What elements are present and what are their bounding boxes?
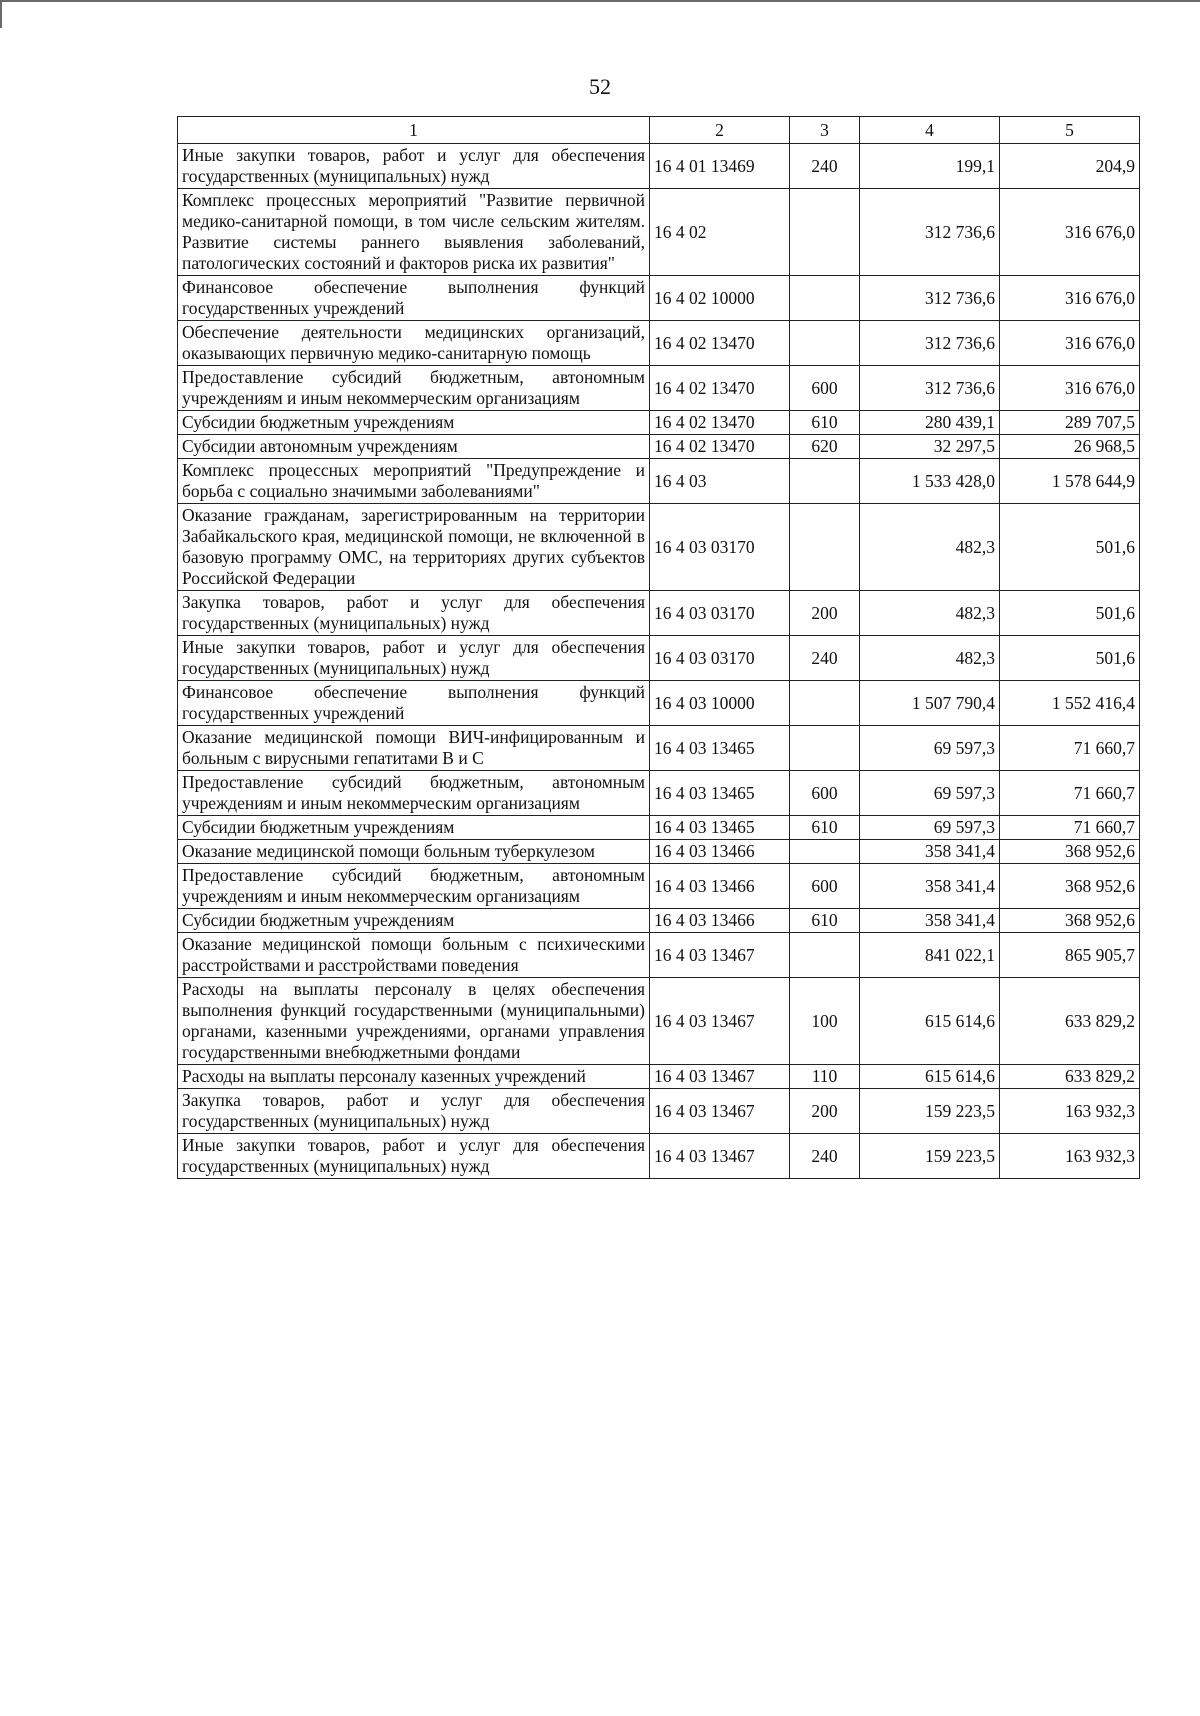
table-row bbox=[178, 1065, 1140, 1089]
row-name-cell: Финансовое обеспечение выполнения функций государственных учреждений bbox=[178, 681, 650, 726]
table-row bbox=[178, 816, 1140, 840]
row-amount-year1-cell: 69 597,3 bbox=[860, 771, 1000, 816]
row-expense-type-cell bbox=[790, 726, 860, 771]
row-name-cell: Предоставление субсидий бюджетным, автономным учреждениям и иным некоммерческим организациям bbox=[178, 366, 650, 411]
row-amount-year2-cell: 316 676,0 bbox=[1000, 321, 1140, 366]
table-row bbox=[178, 189, 1140, 276]
table-row bbox=[178, 1089, 1140, 1134]
row-name-cell: Оказание медицинской помощи ВИЧ-инфицированным и больным с вирусными гепатитами В и С bbox=[178, 726, 650, 771]
row-code-cell: 16 4 02 13470 bbox=[650, 366, 790, 411]
row-amount-year1-cell: 841 022,1 bbox=[860, 933, 1000, 978]
row-code-cell: 16 4 02 10000 bbox=[650, 276, 790, 321]
row-expense-type-cell: 200 bbox=[790, 591, 860, 636]
row-amount-year2-cell: 204,9 bbox=[1000, 144, 1140, 189]
row-name-cell: Иные закупки товаров, работ и услуг для обеспечения государственных (муниципальных) нужд bbox=[178, 144, 650, 189]
row-expense-type-cell bbox=[790, 504, 860, 591]
row-expense-type-cell: 610 bbox=[790, 411, 860, 435]
row-amount-year1-cell: 69 597,3 bbox=[860, 816, 1000, 840]
row-expense-type-cell: 100 bbox=[790, 978, 860, 1065]
row-amount-year1-cell: 159 223,5 bbox=[860, 1134, 1000, 1179]
row-amount-year2-cell: 316 676,0 bbox=[1000, 189, 1140, 276]
row-name-cell: Иные закупки товаров, работ и услуг для обеспечения государственных (муниципальных) нужд bbox=[178, 1134, 650, 1179]
row-amount-year1-cell: 358 341,4 bbox=[860, 909, 1000, 933]
row-amount-year2-cell: 368 952,6 bbox=[1000, 909, 1140, 933]
row-code-cell: 16 4 02 13470 bbox=[650, 411, 790, 435]
table-row bbox=[178, 681, 1140, 726]
row-expense-type-cell: 200 bbox=[790, 1089, 860, 1134]
row-code-cell: 16 4 03 bbox=[650, 459, 790, 504]
row-amount-year1-cell: 1 507 790,4 bbox=[860, 681, 1000, 726]
row-name-cell: Закупка товаров, работ и услуг для обеспечения государственных (муниципальных) нужд bbox=[178, 1089, 650, 1134]
budget-table bbox=[177, 116, 1140, 1179]
row-amount-year1-cell: 482,3 bbox=[860, 504, 1000, 591]
table-row bbox=[178, 771, 1140, 816]
row-name-cell: Расходы на выплаты персоналу казенных учреждений bbox=[178, 1065, 650, 1089]
table-row bbox=[178, 726, 1140, 771]
row-amount-year2-cell: 633 829,2 bbox=[1000, 1065, 1140, 1089]
row-name-cell: Расходы на выплаты персоналу в целях обеспечения выполнения функций государственными (муниципальными) органами, казенными учреждениями, органами управления государственными внебюджетными фондами bbox=[178, 978, 650, 1065]
row-name-cell: Предоставление субсидий бюджетным, автономным учреждениям и иным некоммерческим организациям bbox=[178, 864, 650, 909]
scan-border bbox=[0, 0, 2, 28]
row-amount-year2-cell: 1 552 416,4 bbox=[1000, 681, 1140, 726]
row-expense-type-cell bbox=[790, 840, 860, 864]
row-amount-year1-cell: 482,3 bbox=[860, 591, 1000, 636]
row-expense-type-cell: 240 bbox=[790, 1134, 860, 1179]
row-amount-year2-cell: 289 707,5 bbox=[1000, 411, 1140, 435]
row-code-cell: 16 4 03 13466 bbox=[650, 909, 790, 933]
row-name-cell: Закупка товаров, работ и услуг для обеспечения государственных (муниципальных) нужд bbox=[178, 591, 650, 636]
table-row bbox=[178, 636, 1140, 681]
row-expense-type-cell: 240 bbox=[790, 144, 860, 189]
row-name-cell: Субсидии бюджетным учреждениям bbox=[178, 909, 650, 933]
row-amount-year1-cell: 280 439,1 bbox=[860, 411, 1000, 435]
row-expense-type-cell: 240 bbox=[790, 636, 860, 681]
row-name-cell: Оказание медицинской помощи больным туберкулезом bbox=[178, 840, 650, 864]
row-code-cell: 16 4 03 13465 bbox=[650, 816, 790, 840]
row-expense-type-cell bbox=[790, 681, 860, 726]
row-code-cell: 16 4 03 13465 bbox=[650, 726, 790, 771]
row-expense-type-cell: 600 bbox=[790, 366, 860, 411]
row-amount-year2-cell: 1 578 644,9 bbox=[1000, 459, 1140, 504]
row-amount-year1-cell: 482,3 bbox=[860, 636, 1000, 681]
row-name-cell: Оказание гражданам, зарегистрированным на территории Забайкальского края, медицинской помощи, не включенной в базовую программу ОМС, на территориях других субъектов Российской Федерации bbox=[178, 504, 650, 591]
row-code-cell: 16 4 03 10000 bbox=[650, 681, 790, 726]
page-number: 52 bbox=[589, 74, 611, 99]
row-amount-year2-cell: 163 932,3 bbox=[1000, 1134, 1140, 1179]
row-code-cell: 16 4 03 13467 bbox=[650, 978, 790, 1065]
row-amount-year2-cell: 501,6 bbox=[1000, 636, 1140, 681]
row-code-cell: 16 4 03 13466 bbox=[650, 864, 790, 909]
row-name-cell: Финансовое обеспечение выполнения функций государственных учреждений bbox=[178, 276, 650, 321]
row-amount-year1-cell: 358 341,4 bbox=[860, 864, 1000, 909]
row-amount-year2-cell: 368 952,6 bbox=[1000, 840, 1140, 864]
row-amount-year2-cell: 26 968,5 bbox=[1000, 435, 1140, 459]
row-code-cell: 16 4 02 bbox=[650, 189, 790, 276]
row-amount-year1-cell: 615 614,6 bbox=[860, 978, 1000, 1065]
row-amount-year1-cell: 32 297,5 bbox=[860, 435, 1000, 459]
row-code-cell: 16 4 03 03170 bbox=[650, 504, 790, 591]
row-amount-year2-cell: 501,6 bbox=[1000, 591, 1140, 636]
column-header: 3 bbox=[790, 117, 860, 144]
row-amount-year2-cell: 316 676,0 bbox=[1000, 276, 1140, 321]
row-amount-year2-cell: 71 660,7 bbox=[1000, 816, 1140, 840]
row-expense-type-cell bbox=[790, 933, 860, 978]
row-amount-year2-cell: 71 660,7 bbox=[1000, 771, 1140, 816]
row-amount-year1-cell: 159 223,5 bbox=[860, 1089, 1000, 1134]
row-amount-year1-cell: 312 736,6 bbox=[860, 366, 1000, 411]
row-name-cell: Обеспечение деятельности медицинских организаций, оказывающих первичную медико-санитарную помощь bbox=[178, 321, 650, 366]
table-row bbox=[178, 504, 1140, 591]
row-amount-year1-cell: 69 597,3 bbox=[860, 726, 1000, 771]
row-expense-type-cell bbox=[790, 189, 860, 276]
table-row bbox=[178, 864, 1140, 909]
table-row bbox=[178, 933, 1140, 978]
row-expense-type-cell bbox=[790, 276, 860, 321]
row-expense-type-cell: 610 bbox=[790, 816, 860, 840]
table-row bbox=[178, 459, 1140, 504]
row-code-cell: 16 4 03 13467 bbox=[650, 1134, 790, 1179]
row-code-cell: 16 4 03 03170 bbox=[650, 591, 790, 636]
table-row bbox=[178, 909, 1140, 933]
column-header: 1 bbox=[178, 117, 650, 144]
row-name-cell: Комплекс процессных мероприятий "Развитие первичной медико-санитарной помощи, в том числе сельским жителям. Развитие системы раннего выявления заболеваний, патологических состояний и факторов риска их развития" bbox=[178, 189, 650, 276]
row-expense-type-cell: 600 bbox=[790, 771, 860, 816]
table-row bbox=[178, 1134, 1140, 1179]
row-code-cell: 16 4 03 13467 bbox=[650, 1065, 790, 1089]
row-code-cell: 16 4 02 13470 bbox=[650, 435, 790, 459]
row-name-cell: Оказание медицинской помощи больным с психическими расстройствами и расстройствами поведения bbox=[178, 933, 650, 978]
row-amount-year1-cell: 615 614,6 bbox=[860, 1065, 1000, 1089]
column-header: 5 bbox=[1000, 117, 1140, 144]
row-code-cell: 16 4 03 03170 bbox=[650, 636, 790, 681]
column-header: 4 bbox=[860, 117, 1000, 144]
scan-border bbox=[0, 0, 1200, 2]
row-amount-year2-cell: 501,6 bbox=[1000, 504, 1140, 591]
row-amount-year2-cell: 865 905,7 bbox=[1000, 933, 1140, 978]
table-row bbox=[178, 276, 1140, 321]
row-amount-year2-cell: 163 932,3 bbox=[1000, 1089, 1140, 1134]
row-amount-year1-cell: 199,1 bbox=[860, 144, 1000, 189]
row-name-cell: Предоставление субсидий бюджетным, автономным учреждениям и иным некоммерческим организациям bbox=[178, 771, 650, 816]
table-row bbox=[178, 321, 1140, 366]
column-number-row bbox=[178, 117, 1140, 144]
table-row bbox=[178, 366, 1140, 411]
row-name-cell: Субсидии бюджетным учреждениям bbox=[178, 816, 650, 840]
table-row bbox=[178, 591, 1140, 636]
row-amount-year2-cell: 316 676,0 bbox=[1000, 366, 1140, 411]
row-expense-type-cell: 620 bbox=[790, 435, 860, 459]
row-code-cell: 16 4 03 13467 bbox=[650, 933, 790, 978]
row-amount-year1-cell: 312 736,6 bbox=[860, 189, 1000, 276]
table-row bbox=[178, 435, 1140, 459]
row-expense-type-cell bbox=[790, 321, 860, 366]
row-name-cell: Иные закупки товаров, работ и услуг для обеспечения государственных (муниципальных) нужд bbox=[178, 636, 650, 681]
row-code-cell: 16 4 01 13469 bbox=[650, 144, 790, 189]
row-expense-type-cell: 110 bbox=[790, 1065, 860, 1089]
table-row bbox=[178, 144, 1140, 189]
row-amount-year2-cell: 368 952,6 bbox=[1000, 864, 1140, 909]
table-row bbox=[178, 411, 1140, 435]
row-amount-year1-cell: 1 533 428,0 bbox=[860, 459, 1000, 504]
row-code-cell: 16 4 03 13465 bbox=[650, 771, 790, 816]
table-row bbox=[178, 978, 1140, 1065]
column-header: 2 bbox=[650, 117, 790, 144]
row-amount-year1-cell: 312 736,6 bbox=[860, 276, 1000, 321]
row-expense-type-cell: 610 bbox=[790, 909, 860, 933]
row-name-cell: Субсидии автономным учреждениям bbox=[178, 435, 650, 459]
row-amount-year2-cell: 71 660,7 bbox=[1000, 726, 1140, 771]
row-name-cell: Субсидии бюджетным учреждениям bbox=[178, 411, 650, 435]
row-code-cell: 16 4 03 13466 bbox=[650, 840, 790, 864]
row-expense-type-cell: 600 bbox=[790, 864, 860, 909]
row-amount-year2-cell: 633 829,2 bbox=[1000, 978, 1140, 1065]
row-code-cell: 16 4 02 13470 bbox=[650, 321, 790, 366]
row-amount-year1-cell: 358 341,4 bbox=[860, 840, 1000, 864]
table-row bbox=[178, 840, 1140, 864]
row-expense-type-cell bbox=[790, 459, 860, 504]
row-name-cell: Комплекс процессных мероприятий "Предупреждение и борьба с социально значимыми заболеваниями" bbox=[178, 459, 650, 504]
row-amount-year1-cell: 312 736,6 bbox=[860, 321, 1000, 366]
row-code-cell: 16 4 03 13467 bbox=[650, 1089, 790, 1134]
